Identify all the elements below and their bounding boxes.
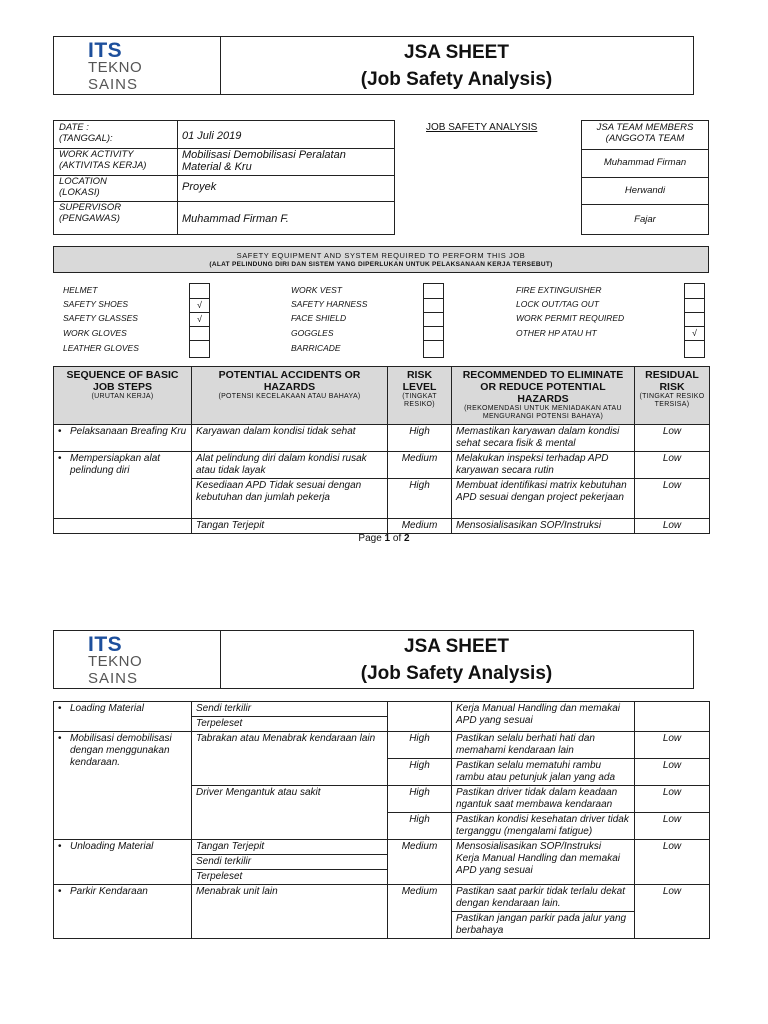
logo-sains: SAINS	[88, 670, 139, 687]
hazard-cell: Sendi terkilir	[192, 855, 388, 870]
company-logo	[54, 37, 221, 94]
hazard-cell: Driver Mengantuk atau sakit	[192, 786, 388, 840]
logo-its: ITS	[88, 39, 123, 62]
risk-cell: High	[388, 786, 452, 813]
equip-label: WORK GLOVES	[63, 328, 127, 338]
risk-cell: Medium	[388, 519, 452, 534]
supervisor-label: SUPERVISOR (PENGAWAS)	[59, 202, 122, 224]
hazard-cell: Tangan Terjepit	[192, 840, 388, 855]
logo-tekno: TEKNO	[88, 59, 143, 76]
hazard-cell: Kesediaan APD Tidak sesuai dengan kebutuhan dan jumlah pekerja	[192, 479, 388, 519]
equip-label: LOCK OUT/TAG OUT	[516, 299, 599, 309]
recommendation-cell: Kerja Manual Handling dan memakai APD yang sesuai	[452, 702, 635, 732]
equip-checkbox[interactable]: √	[685, 326, 704, 341]
recommendation-cell: Melakukan inspeksi terhadap APD karyawan secara rutin	[452, 452, 635, 479]
table-row	[54, 425, 710, 452]
table-row	[54, 732, 710, 759]
equip-checkbox[interactable]	[685, 312, 704, 327]
hazard-cell: Terpeleset	[192, 717, 388, 732]
residual-cell: Low	[635, 885, 710, 939]
equip-label: GOGGLES	[291, 328, 334, 338]
team-member: Muhammad Firman	[582, 148, 708, 178]
table-header-row	[54, 367, 710, 425]
equip-checkbox[interactable]	[685, 298, 704, 313]
info-row-date	[54, 121, 394, 149]
jsa-table-page2	[53, 701, 710, 939]
equip-checkbox[interactable]	[685, 284, 704, 299]
equip-checkbox[interactable]	[190, 326, 209, 341]
risk-cell: Medium	[388, 885, 452, 939]
hazard-cell: Alat pelindung diri dalam kondisi rusak atau tidak layak	[192, 452, 388, 479]
residual-cell: Low	[635, 732, 710, 759]
hazard-cell: Sendi terkilir	[192, 702, 388, 717]
checkbox-column	[189, 283, 210, 358]
jsa-table-page1	[53, 366, 710, 534]
logo-tekno: TEKNO	[88, 653, 143, 670]
logo-sains: SAINS	[88, 76, 139, 93]
equip-checkbox[interactable]	[424, 312, 443, 327]
col-header-residual: RESIDUAL RISK (TINGKAT RESIKO TERSISA)	[635, 367, 710, 425]
recommendation-cell: Pastikan saat parkir tidak terlalu dekat dengan kendaraan lain.	[452, 885, 635, 912]
recommendation-cell: Membuat identifikasi matrix kebutuhan APD sesuai dengan project pekerjaan	[452, 479, 635, 519]
step-cell: • Loading Material	[54, 702, 192, 732]
team-member: Fajar	[634, 214, 656, 225]
hazard-cell: Terpeleset	[192, 870, 388, 885]
equip-label: SAFETY HARNESS	[291, 299, 368, 309]
activity-label: WORK ACTIVITY (AKTIVITAS KERJA)	[59, 149, 147, 171]
page-number: Page 1 of 2	[358, 533, 410, 544]
step-cell: • Mempersiapkan alat pelindung diri	[54, 452, 192, 519]
equip-checkbox[interactable]: √	[190, 312, 209, 327]
risk-cell: Medium	[388, 452, 452, 479]
date-value: 01 Juli 2019	[182, 130, 242, 142]
hazard-cell: Karyawan dalam kondisi tidak sehat	[192, 425, 388, 452]
risk-cell	[388, 702, 452, 732]
hazard-cell: Tangan Terjepit	[192, 519, 388, 534]
table-row	[54, 885, 710, 912]
equip-checkbox[interactable]	[190, 284, 209, 299]
title-block	[220, 37, 693, 94]
recommendation-cell: Mensosialisasikan SOP/Instruksi Kerja Manual Handling dan memakai APD yang sesuai	[452, 840, 635, 885]
residual-cell: Low	[635, 813, 710, 840]
recommendation-cell: Pastikan driver tidak dalam keadaan ngantuk saat membawa kendaraan	[452, 786, 635, 813]
equip-checkbox[interactable]	[424, 284, 443, 299]
title-block	[220, 631, 693, 688]
recommendation-cell: Memastikan karyawan dalam kondisi sehat secara fisik & mental	[452, 425, 635, 452]
equip-label: FIRE EXTINGUISHER	[516, 285, 602, 295]
risk-cell: High	[388, 732, 452, 759]
residual-cell: Low	[635, 786, 710, 813]
checkbox-column	[684, 283, 705, 358]
equipment-header	[53, 246, 709, 273]
recommendation-cell: Pastikan selalu mematuhi rambu rambu atau petunjuk jalan yang ada	[452, 759, 635, 786]
equip-label: FACE SHIELD	[291, 313, 347, 323]
equipment-title: SAFETY EQUIPMENT AND SYSTEM REQUIRED TO PERFORM THIS JOB	[236, 251, 526, 260]
risk-cell: High	[388, 759, 452, 786]
equip-checkbox[interactable]	[424, 326, 443, 341]
logo-its: ITS	[88, 633, 123, 656]
page-subtitle: (Job Safety Analysis)	[360, 663, 553, 684]
residual-cell: Low	[635, 425, 710, 452]
equipment-subtitle: (ALAT PELINDUNG DIRI DAN SISTEM YANG DIPERLUKAN UNTUK PELAKSANAAN KERJA TERSEBUT)	[209, 261, 553, 268]
date-label: DATE : (TANGGAL):	[59, 122, 113, 144]
residual-cell: Low	[635, 759, 710, 786]
activity-value: Mobilisasi Demobilisasi Peralatan Material & Kru	[182, 149, 346, 173]
header-page1	[53, 36, 694, 95]
equip-checkbox[interactable]	[424, 298, 443, 313]
info-row-activity	[54, 148, 394, 176]
team-header: JSA TEAM MEMBERS (ANGGOTA TEAM	[582, 121, 708, 150]
header-page2	[53, 630, 694, 689]
step-cell: • Mobilisasi demobilisasi dengan menggunakan kendaraan.	[54, 732, 192, 840]
equip-label: WORK PERMIT REQUIRED	[516, 313, 625, 323]
equip-label: WORK VEST	[291, 285, 343, 295]
step-cell	[54, 519, 192, 534]
company-logo	[54, 631, 221, 688]
equip-label: SAFETY SHOES	[63, 299, 129, 309]
risk-cell: High	[388, 813, 452, 840]
team-member: Herwandi	[582, 177, 708, 205]
risk-cell: High	[388, 479, 452, 519]
table-row	[54, 702, 710, 717]
residual-cell	[635, 702, 710, 732]
col-header-risk: RISK LEVEL (TINGKAT RESIKO)	[388, 367, 452, 425]
team-members-box	[581, 120, 709, 235]
step-cell: • Pelaksanaan Breafing Kru	[54, 425, 192, 452]
recommendation-cell: Pastikan selalu berhati hati dan memahami kendaraan lain	[452, 732, 635, 759]
col-header-hazards: POTENTIAL ACCIDENTS OR HAZARDS (POTENSI KECELAKAAN ATAU BAHAYA)	[192, 367, 388, 425]
table-row	[54, 840, 710, 855]
info-row-location	[54, 175, 394, 202]
page-title: JSA SHEET	[404, 636, 509, 657]
equip-label: SAFETY GLASSES	[63, 313, 138, 323]
info-row-supervisor	[54, 201, 394, 235]
supervisor-value: Muhammad Firman F.	[182, 213, 289, 225]
equip-checkbox[interactable]	[685, 340, 704, 357]
info-table	[53, 120, 395, 235]
equip-label: OTHER HP ATAU HT	[516, 328, 597, 338]
step-cell: • Unloading Material	[54, 840, 192, 885]
recommendation-cell: Mensosialisasikan SOP/Instruksi	[452, 519, 635, 534]
page-subtitle: (Job Safety Analysis)	[360, 69, 553, 90]
jsa-label: JOB SAFETY ANALYSIS	[426, 122, 538, 133]
checkbox-column	[423, 283, 444, 358]
location-label: LOCATION (LOKASI)	[59, 176, 107, 198]
table-row	[54, 519, 710, 534]
residual-cell: Low	[635, 479, 710, 519]
equip-checkbox[interactable]: √	[190, 298, 209, 313]
equip-label: BARRICADE	[291, 343, 341, 353]
col-header-steps: SEQUENCE OF BASIC JOB STEPS (URUTAN KERJA)	[54, 367, 192, 425]
location-value: Proyek	[182, 181, 217, 193]
recommendation-cell: Pastikan jangan parkir pada jalur yang berbahaya	[452, 912, 635, 939]
residual-cell: Low	[635, 519, 710, 534]
table-row	[54, 452, 710, 479]
step-cell: • Parkir Kendaraan	[54, 885, 192, 939]
hazard-cell: Menabrak unit lain	[192, 885, 388, 939]
equip-checkbox[interactable]	[424, 340, 443, 357]
equip-label: LEATHER GLOVES	[63, 343, 139, 353]
residual-cell: Low	[635, 452, 710, 479]
equip-checkbox[interactable]	[190, 340, 209, 357]
page-title: JSA SHEET	[404, 42, 509, 63]
recommendation-cell: Pastikan kondisi kesehatan driver tidak terganggu (mengalami fatigue)	[452, 813, 635, 840]
residual-cell: Low	[635, 840, 710, 885]
hazard-cell: Tabrakan atau Menabrak kendaraan lain	[192, 732, 388, 786]
risk-cell: Medium	[388, 840, 452, 885]
risk-cell: High	[388, 425, 452, 452]
equip-label: HELMET	[63, 285, 98, 295]
col-header-recommend: RECOMMENDED TO ELIMINATE OR REDUCE POTENTIAL HAZARDS (REKOMENDASI UNTUK MENIADAKAN ATAU MENGURANGI POTENSI BAHAYA)	[452, 367, 635, 425]
